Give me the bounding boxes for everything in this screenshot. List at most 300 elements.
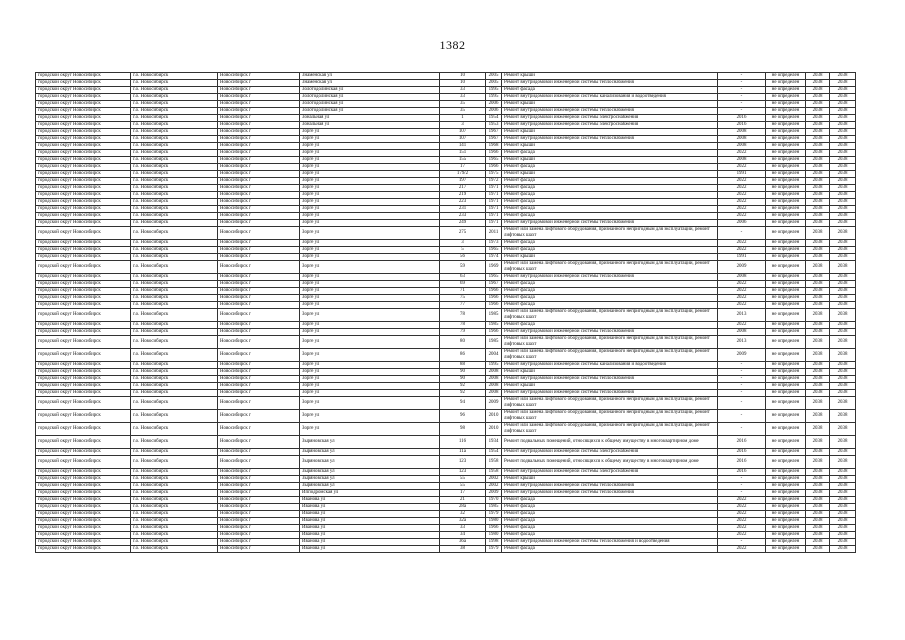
city-cell: г.о. Новосибирск xyxy=(131,240,218,247)
plan-year-cell: 2022 xyxy=(718,497,766,504)
year-cell: 1980 xyxy=(486,518,502,525)
plan-year-cell: - xyxy=(718,410,766,423)
okrug-cell: городской округ Новосибирск xyxy=(36,469,131,476)
year-cell: 1967 xyxy=(486,129,502,136)
year-cell: 2002 xyxy=(486,476,502,483)
plan-year-cell: - xyxy=(718,490,766,497)
street-cell: Зыряновская ул xyxy=(300,436,440,449)
street-cell: Зорге ул xyxy=(300,220,440,227)
year-cell: 2008 xyxy=(486,369,502,376)
year-cell: 1979 xyxy=(486,511,502,518)
period-start-cell: 2038 xyxy=(806,539,830,546)
plan-year-cell: - xyxy=(718,73,766,80)
locality-cell: Новосибирск г xyxy=(218,397,300,410)
year-cell: 2009 xyxy=(486,397,502,410)
city-cell: г.о. Новосибирск xyxy=(131,115,218,122)
okrug-cell: городской округ Новосибирск xyxy=(36,157,131,164)
table-row xyxy=(36,129,856,136)
table-row xyxy=(36,192,856,199)
street-cell: Иванова ул xyxy=(300,525,440,532)
street-cell: Зорге ул xyxy=(300,390,440,397)
period-start-cell: 2038 xyxy=(806,206,830,213)
table-row xyxy=(36,164,856,171)
year-cell: 1971 xyxy=(486,220,502,227)
city-cell: г.о. Новосибирск xyxy=(131,199,218,206)
locality-cell: Новосибирск г xyxy=(218,329,300,336)
plan-year-cell: 2022 xyxy=(718,185,766,192)
table-row xyxy=(36,423,856,436)
period-start-cell: 2038 xyxy=(806,476,830,483)
year-cell: 1958 xyxy=(486,469,502,476)
street-cell: Зорге ул xyxy=(300,376,440,383)
plan-year-cell: - xyxy=(718,476,766,483)
street-cell: Иванова ул xyxy=(300,497,440,504)
work-type-cell: Ремонт фасада xyxy=(502,206,718,213)
status-cell: не определен xyxy=(766,504,806,511)
status-cell: не определен xyxy=(766,469,806,476)
table-row xyxy=(36,309,856,322)
okrug-cell: городской округ Новосибирск xyxy=(36,178,131,185)
house-cell: 10 xyxy=(440,73,486,80)
city-cell: г.о. Новосибирск xyxy=(131,87,218,94)
house-cell: 78 xyxy=(440,322,486,329)
house-cell: 17 xyxy=(440,490,486,497)
period-end-cell: 2038 xyxy=(830,192,856,199)
year-cell: 2008 xyxy=(486,376,502,383)
table-row xyxy=(36,302,856,309)
house-cell: 34 xyxy=(440,532,486,539)
house-cell: 107 xyxy=(440,129,486,136)
year-cell: 1953 xyxy=(486,122,502,129)
work-type-cell: Ремонт подвальных помещений, относящихся к общему имуществу в многоквартирном доме xyxy=(502,456,718,469)
street-cell: Зорге ул xyxy=(300,274,440,281)
okrug-cell: городской округ Новосибирск xyxy=(36,281,131,288)
work-type-cell: Ремонт внутридомовой инженерной системы канализования и водоотведения xyxy=(502,94,718,101)
work-type-cell: Ремонт внутридомовой инженерной системы теплоснабжения xyxy=(502,80,718,87)
period-end-cell: 2038 xyxy=(830,362,856,369)
okrug-cell: городской округ Новосибирск xyxy=(36,410,131,423)
work-type-cell: Ремонт фасада xyxy=(502,87,718,94)
work-type-cell: Ремонт подвальных помещений, относящихся к общему имуществу в многоквартирном доме xyxy=(502,436,718,449)
street-cell: Знаменская ул xyxy=(300,80,440,87)
house-cell: 17 xyxy=(440,164,486,171)
period-end-cell: 2038 xyxy=(830,122,856,129)
locality-cell: Новосибирск г xyxy=(218,199,300,206)
street-cell: Иванова ул xyxy=(300,518,440,525)
table-row xyxy=(36,376,856,383)
house-cell: 32а xyxy=(440,518,486,525)
locality-cell: Новосибирск г xyxy=(218,73,300,80)
locality-cell: Новосибирск г xyxy=(218,129,300,136)
plan-year-cell: 2022 xyxy=(718,511,766,518)
locality-cell: Новосибирск г xyxy=(218,108,300,115)
city-cell: г.о. Новосибирск xyxy=(131,397,218,410)
table-row xyxy=(36,369,856,376)
table-row xyxy=(36,213,856,220)
table-row xyxy=(36,220,856,227)
year-cell: 1965 xyxy=(486,274,502,281)
okrug-cell: городской округ Новосибирск xyxy=(36,504,131,511)
okrug-cell: городской округ Новосибирск xyxy=(36,449,131,456)
house-cell: 3 xyxy=(440,122,486,129)
okrug-cell: городской округ Новосибирск xyxy=(36,288,131,295)
locality-cell: Новосибирск г xyxy=(218,476,300,483)
plan-year-cell: - xyxy=(718,483,766,490)
work-type-cell: Ремонт фасада xyxy=(502,288,718,295)
year-cell: 1974 xyxy=(486,254,502,261)
table-row xyxy=(36,240,856,247)
okrug-cell: городской округ Новосибирск xyxy=(36,436,131,449)
year-cell: 1967 xyxy=(486,281,502,288)
period-start-cell: 2038 xyxy=(806,220,830,227)
status-cell: не определен xyxy=(766,518,806,525)
period-start-cell: 2038 xyxy=(806,302,830,309)
period-start-cell: 2038 xyxy=(806,261,830,274)
locality-cell: Новосибирск г xyxy=(218,281,300,288)
table-row xyxy=(36,469,856,476)
locality-cell: Новосибирск г xyxy=(218,362,300,369)
period-end-cell: 2038 xyxy=(830,80,856,87)
okrug-cell: городской округ Новосибирск xyxy=(36,322,131,329)
period-end-cell: 2038 xyxy=(830,220,856,227)
status-cell: не определен xyxy=(766,449,806,456)
period-start-cell: 2038 xyxy=(806,309,830,322)
work-type-cell: Ремонт внутридомовой инженерной системы теплоснабжения xyxy=(502,274,718,281)
period-start-cell: 2038 xyxy=(806,436,830,449)
table-row xyxy=(36,206,856,213)
locality-cell: Новосибирск г xyxy=(218,336,300,349)
plan-year-cell: - xyxy=(718,80,766,87)
street-cell: Иванова ул xyxy=(300,504,440,511)
status-cell: не определен xyxy=(766,185,806,192)
street-cell: Зорге ул xyxy=(300,281,440,288)
table-row xyxy=(36,101,856,108)
city-cell: г.о. Новосибирск xyxy=(131,73,218,80)
city-cell: г.о. Новосибирск xyxy=(131,369,218,376)
period-end-cell: 2038 xyxy=(830,281,856,288)
status-cell: не определен xyxy=(766,136,806,143)
year-cell: 1998 xyxy=(486,539,502,546)
period-start-cell: 2038 xyxy=(806,383,830,390)
period-end-cell: 2038 xyxy=(830,376,856,383)
locality-cell: Новосибирск г xyxy=(218,511,300,518)
city-cell: г.о. Новосибирск xyxy=(131,329,218,336)
house-cell: 88 xyxy=(440,362,486,369)
period-end-cell: 2038 xyxy=(830,490,856,497)
period-start-cell: 2038 xyxy=(806,73,830,80)
period-start-cell: 2038 xyxy=(806,240,830,247)
work-type-cell: Ремонт или замена лифтового оборудования, признанного непригодным для эксплуатации, ремонт лифтовых шахт xyxy=(502,410,718,423)
okrug-cell: городской округ Новосибирск xyxy=(36,206,131,213)
status-cell: не определен xyxy=(766,108,806,115)
city-cell: г.о. Новосибирск xyxy=(131,376,218,383)
house-cell: 33 xyxy=(440,87,486,94)
locality-cell: Новосибирск г xyxy=(218,101,300,108)
city-cell: г.о. Новосибирск xyxy=(131,80,218,87)
house-cell: 107 xyxy=(440,136,486,143)
okrug-cell: городской округ Новосибирск xyxy=(36,87,131,94)
status-cell: не определен xyxy=(766,423,806,436)
street-cell: Зыряновская ул xyxy=(300,476,440,483)
house-cell: 33 xyxy=(440,525,486,532)
street-cell: Иванова ул xyxy=(300,546,440,553)
okrug-cell: городской округ Новосибирск xyxy=(36,497,131,504)
house-cell: 223 xyxy=(440,199,486,206)
period-start-cell: 2038 xyxy=(806,80,830,87)
city-cell: г.о. Новосибирск xyxy=(131,150,218,157)
status-cell: не определен xyxy=(766,87,806,94)
locality-cell: Новосибирск г xyxy=(218,288,300,295)
year-cell: 1965 xyxy=(486,247,502,254)
city-cell: г.о. Новосибирск xyxy=(131,456,218,469)
work-type-cell: Ремонт фасада xyxy=(502,164,718,171)
okrug-cell: городской округ Новосибирск xyxy=(36,476,131,483)
period-end-cell: 2038 xyxy=(830,302,856,309)
period-end-cell: 2038 xyxy=(830,383,856,390)
plan-year-cell: 2016 xyxy=(718,456,766,469)
work-type-cell: Ремонт фасада xyxy=(502,150,718,157)
locality-cell: Новосибирск г xyxy=(218,192,300,199)
period-end-cell: 2038 xyxy=(830,87,856,94)
city-cell: г.о. Новосибирск xyxy=(131,247,218,254)
house-cell: 69 xyxy=(440,281,486,288)
house-cell: 141 xyxy=(440,143,486,150)
plan-year-cell: 2022 xyxy=(718,192,766,199)
city-cell: г.о. Новосибирск xyxy=(131,383,218,390)
table-row xyxy=(36,227,856,240)
period-start-cell: 2038 xyxy=(806,376,830,383)
table-row xyxy=(36,247,856,254)
okrug-cell: городской округ Новосибирск xyxy=(36,349,131,362)
street-cell: Зыряновская ул xyxy=(300,449,440,456)
city-cell: г.о. Новосибирск xyxy=(131,511,218,518)
year-cell: 1966 xyxy=(486,329,502,336)
locality-cell: Новосибирск г xyxy=(218,164,300,171)
status-cell: не определен xyxy=(766,525,806,532)
house-cell: 38 xyxy=(440,546,486,553)
plan-year-cell: 2008 xyxy=(718,143,766,150)
locality-cell: Новосибирск г xyxy=(218,171,300,178)
status-cell: не определен xyxy=(766,329,806,336)
year-cell: 2002 xyxy=(486,483,502,490)
house-cell: 217 xyxy=(440,185,486,192)
status-cell: не определен xyxy=(766,157,806,164)
street-cell: Зорге ул xyxy=(300,302,440,309)
locality-cell: Новосибирск г xyxy=(218,136,300,143)
plan-year-cell: 2006 xyxy=(718,220,766,227)
plan-year-cell: - xyxy=(718,383,766,390)
okrug-cell: городской округ Новосибирск xyxy=(36,423,131,436)
work-type-cell: Ремонт внутридомовой инженерной системы теплоснабжения xyxy=(502,483,718,490)
okrug-cell: городской округ Новосибирск xyxy=(36,518,131,525)
work-type-cell: Ремонт крыши xyxy=(502,383,718,390)
okrug-cell: городской округ Новосибирск xyxy=(36,73,131,80)
work-type-cell: Ремонт внутридомовой инженерной системы электроснабжения xyxy=(502,122,718,129)
plan-year-cell: 2022 xyxy=(718,504,766,511)
plan-year-cell: 2022 xyxy=(718,206,766,213)
period-end-cell: 2038 xyxy=(830,390,856,397)
locality-cell: Новосибирск г xyxy=(218,376,300,383)
house-cell: 80 xyxy=(440,336,486,349)
period-end-cell: 2038 xyxy=(830,329,856,336)
period-start-cell: 2038 xyxy=(806,504,830,511)
work-type-cell: Ремонт внутридомовой инженерной системы теплоснабжения xyxy=(502,329,718,336)
table-row xyxy=(36,185,856,192)
period-end-cell: 2038 xyxy=(830,129,856,136)
period-start-cell: 2038 xyxy=(806,94,830,101)
table-row xyxy=(36,525,856,532)
year-cell: 2006 xyxy=(486,101,502,108)
street-cell: Зорге ул xyxy=(300,143,440,150)
work-type-cell: Ремонт фасада xyxy=(502,185,718,192)
plan-year-cell: 2016 xyxy=(718,436,766,449)
table-row xyxy=(36,199,856,206)
locality-cell: Новосибирск г xyxy=(218,410,300,423)
status-cell: не определен xyxy=(766,309,806,322)
period-end-cell: 2038 xyxy=(830,369,856,376)
locality-cell: Новосибирск г xyxy=(218,518,300,525)
year-cell: 1968 xyxy=(486,143,502,150)
status-cell: не определен xyxy=(766,322,806,329)
work-type-cell: Ремонт крыши xyxy=(502,101,718,108)
work-type-cell: Ремонт фасада xyxy=(502,213,718,220)
street-cell: Зорге ул xyxy=(300,362,440,369)
status-cell: не определен xyxy=(766,94,806,101)
okrug-cell: городской округ Новосибирск xyxy=(36,490,131,497)
okrug-cell: городской округ Новосибирск xyxy=(36,295,131,302)
plan-year-cell: 2008 xyxy=(718,136,766,143)
city-cell: г.о. Новосибирск xyxy=(131,213,218,220)
city-cell: г.о. Новосибирск xyxy=(131,449,218,456)
work-type-cell: Ремонт внутридомовой инженерной системы электроснабжения xyxy=(502,449,718,456)
street-cell: Зональная ул xyxy=(300,115,440,122)
city-cell: г.о. Новосибирск xyxy=(131,164,218,171)
work-type-cell: Ремонт внутридомовой инженерной системы теплоснабжения xyxy=(502,108,718,115)
city-cell: г.о. Новосибирск xyxy=(131,143,218,150)
locality-cell: Новосибирск г xyxy=(218,143,300,150)
period-end-cell: 2038 xyxy=(830,101,856,108)
locality-cell: Новосибирск г xyxy=(218,122,300,129)
work-type-cell: Ремонт крыши xyxy=(502,129,718,136)
year-cell: 1971 xyxy=(486,199,502,206)
status-cell: не определен xyxy=(766,410,806,423)
table-row xyxy=(36,87,856,94)
table-row xyxy=(36,108,856,115)
locality-cell: Новосибирск г xyxy=(218,261,300,274)
city-cell: г.о. Новосибирск xyxy=(131,281,218,288)
year-cell: 1980 xyxy=(486,532,502,539)
status-cell: не определен xyxy=(766,213,806,220)
locality-cell: Новосибирск г xyxy=(218,546,300,553)
period-start-cell: 2038 xyxy=(806,227,830,240)
plan-year-cell: - xyxy=(718,87,766,94)
locality-cell: Новосибирск г xyxy=(218,227,300,240)
work-type-cell: Ремонт крыши xyxy=(502,254,718,261)
work-type-cell: Ремонт фасада xyxy=(502,302,718,309)
period-end-cell: 2038 xyxy=(830,108,856,115)
year-cell: 1966 xyxy=(486,164,502,171)
period-end-cell: 2038 xyxy=(830,539,856,546)
plan-year-cell: - xyxy=(718,101,766,108)
period-start-cell: 2038 xyxy=(806,213,830,220)
period-start-cell: 2038 xyxy=(806,122,830,129)
status-cell: не определен xyxy=(766,436,806,449)
street-cell: Зорге ул xyxy=(300,227,440,240)
locality-cell: Новосибирск г xyxy=(218,390,300,397)
period-start-cell: 2038 xyxy=(806,518,830,525)
status-cell: не определен xyxy=(766,247,806,254)
house-cell: 77 xyxy=(440,302,486,309)
plan-year-cell: 2013 xyxy=(718,309,766,322)
year-cell: 1967 xyxy=(486,136,502,143)
house-cell: 5 xyxy=(440,247,486,254)
period-start-cell: 2038 xyxy=(806,281,830,288)
year-cell: 1985 xyxy=(486,322,502,329)
year-cell: 1971 xyxy=(486,206,502,213)
work-type-cell: Ремонт фасада xyxy=(502,199,718,206)
street-cell: Зорге ул xyxy=(300,171,440,178)
okrug-cell: городской округ Новосибирск xyxy=(36,261,131,274)
period-end-cell: 2038 xyxy=(830,247,856,254)
city-cell: г.о. Новосибирск xyxy=(131,192,218,199)
house-cell: 35 xyxy=(440,101,486,108)
locality-cell: Новосибирск г xyxy=(218,369,300,376)
street-cell: Зорге ул xyxy=(300,288,440,295)
work-type-cell: Ремонт фасада xyxy=(502,295,718,302)
year-cell: 2010 xyxy=(486,423,502,436)
street-cell: Зорге ул xyxy=(300,336,440,349)
plan-year-cell: - xyxy=(718,539,766,546)
period-start-cell: 2038 xyxy=(806,143,830,150)
city-cell: г.о. Новосибирск xyxy=(131,295,218,302)
locality-cell: Новосибирск г xyxy=(218,423,300,436)
year-cell: 1985 xyxy=(486,309,502,322)
table-body xyxy=(36,73,856,553)
status-cell: не определен xyxy=(766,390,806,397)
table-row xyxy=(36,171,856,178)
table-row xyxy=(36,490,856,497)
period-start-cell: 2038 xyxy=(806,397,830,410)
period-end-cell: 2038 xyxy=(830,150,856,157)
city-cell: г.о. Новосибирск xyxy=(131,476,218,483)
status-cell: не определен xyxy=(766,302,806,309)
street-cell: Иванова ул xyxy=(300,539,440,546)
status-cell: не определен xyxy=(766,164,806,171)
street-cell: Зорге ул xyxy=(300,213,440,220)
house-cell: 33 xyxy=(440,94,486,101)
city-cell: г.о. Новосибирск xyxy=(131,532,218,539)
status-cell: не определен xyxy=(766,369,806,376)
status-cell: не определен xyxy=(766,122,806,129)
street-cell: Зорге ул xyxy=(300,206,440,213)
work-type-cell: Ремонт фасада xyxy=(502,178,718,185)
street-cell: Золотодолинская ул xyxy=(300,87,440,94)
period-start-cell: 2038 xyxy=(806,247,830,254)
plan-year-cell: 1991 xyxy=(718,171,766,178)
house-cell: 116 xyxy=(440,436,486,449)
city-cell: г.о. Новосибирск xyxy=(131,157,218,164)
okrug-cell: городской округ Новосибирск xyxy=(36,539,131,546)
street-cell: Зорге ул xyxy=(300,369,440,376)
okrug-cell: городской округ Новосибирск xyxy=(36,329,131,336)
period-start-cell: 2038 xyxy=(806,129,830,136)
okrug-cell: городской округ Новосибирск xyxy=(36,309,131,322)
city-cell: г.о. Новосибирск xyxy=(131,274,218,281)
period-end-cell: 2038 xyxy=(830,295,856,302)
table-row xyxy=(36,410,856,423)
city-cell: г.о. Новосибирск xyxy=(131,227,218,240)
table-row xyxy=(36,546,856,553)
